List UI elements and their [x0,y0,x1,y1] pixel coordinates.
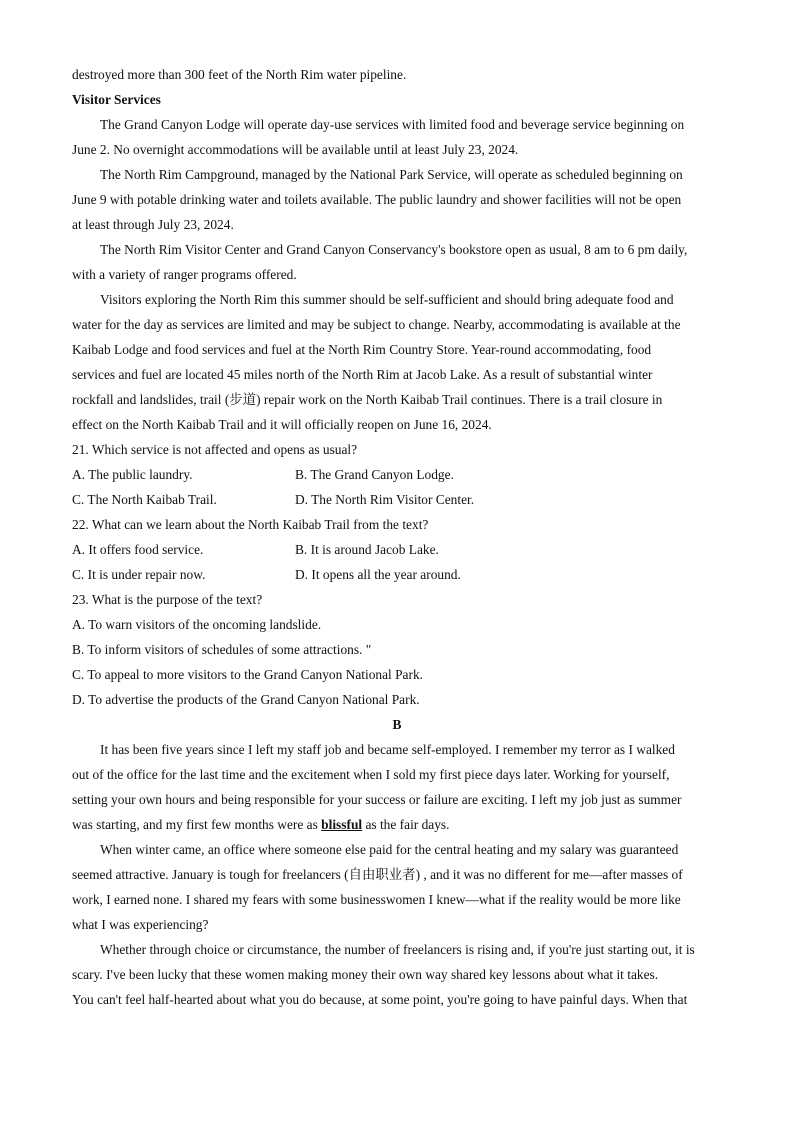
paragraph-line [72,812,722,837]
section-label-b: B [392,717,402,732]
paragraph-line: Kaibab Lodge and food services and fuel at the North Rim Country Store. Year-round accommodating, food [72,342,652,357]
option-b: B. To inform visitors of schedules of some attractions. " [72,642,372,657]
paragraph-line: June 9 with potable drinking water and toilets available. The public laundry and shower facilities will not be open [72,192,682,207]
paragraph-visitor-center [72,237,722,287]
paragraph-b-3 [72,937,722,1012]
paragraph-line: June 2. No overnight accommodations will be available until at least July 23, 2024. [72,142,519,157]
option-d: D. The North Rim Visitor Center. [295,492,475,507]
paragraph-line: setting your own hours and being responsible for your success or failure are exciting. I left my job just as summer [72,792,682,807]
paragraph-line: The North Rim Campground, managed by the National Park Service, will operate as scheduled beginning on [100,167,683,182]
option-c: C. It is under repair now. [72,567,206,582]
paragraph-line: scary. I've been lucky that these women making money their own way shared key lessons about what it takes. [72,967,659,982]
question-stem: 22. What can we learn about the North Kaibab Trail from the text? [72,517,429,532]
paragraph-line: rockfall and landslides, trail (步道) repair work on the North Kaibab Trail continues. There is a trail closure in [72,392,663,407]
text-run: as the fair days. [362,817,450,832]
option-d: D. To advertise the products of the Grand Canyon National Park. [72,692,420,707]
section-heading-visitor-services: Visitor Services [72,92,161,107]
paragraph-line: When winter came, an office where someone else paid for the central heating and my salary was guaranteed [100,842,679,857]
paragraph-visitors [72,287,722,437]
intro-line: destroyed more than 300 feet of the North Rim water pipeline. [72,67,407,82]
option-b: B. The Grand Canyon Lodge. [295,467,454,482]
paragraph-line: work, I earned none. I shared my fears with some businesswomen I knew—what if the reality would be more like [72,892,681,907]
option-a: A. The public laundry. [72,467,193,482]
paragraph-b-2 [72,837,722,937]
paragraph-line: with a variety of ranger programs offered. [72,267,297,282]
paragraph-line: what I was experiencing? [72,917,209,932]
document-page [72,62,722,1012]
option-c: C. To appeal to more visitors to the Grand Canyon National Park. [72,667,423,682]
paragraph-lodge [72,112,722,162]
paragraph-line: at least through July 23, 2024. [72,217,234,232]
question-21 [72,437,722,512]
paragraph-line: The Grand Canyon Lodge will operate day-use services with limited food and beverage service beginning on [100,117,685,132]
option-row [72,462,722,487]
option-a: A. To warn visitors of the oncoming landslide. [72,617,322,632]
option-b: B. It is around Jacob Lake. [295,542,439,557]
option-row [72,562,722,587]
question-22 [72,512,722,587]
option-row [72,487,722,512]
paragraph-line: The North Rim Visitor Center and Grand Canyon Conservancy's bookstore open as usual, 8 am to 6 pm daily, [100,242,688,257]
paragraph-line: effect on the North Kaibab Trail and it will officially reopen on June 16, 2024. [72,417,492,432]
option-c: C. The North Kaibab Trail. [72,492,217,507]
option-a: A. It offers food service. [72,542,204,557]
question-stem: 23. What is the purpose of the text? [72,592,263,607]
paragraph-line: Visitors exploring the North Rim this summer should be self-sufficient and should bring adequate food and [100,292,674,307]
question-23 [72,587,722,712]
text-run: was starting, and my first few months were as [72,817,322,832]
paragraph-line: Whether through choice or circumstance, the number of freelancers is rising and, if you're just starting out, it is [100,942,695,957]
paragraph-line: out of the office for the last time and the excitement when I sold my first piece days later. Working for yourself, [72,767,670,782]
paragraph-line: seemed attractive. January is tough for freelancers (自由职业者) , and it was no different for me—after masses of [72,867,683,882]
paragraph-b-1 [72,737,722,837]
option-d: D. It opens all the year around. [295,567,461,582]
emphasized-word: blissful [321,817,363,832]
paragraph-line: It has been five years since I left my staff job and became self-employed. I remember my terror as I walked [100,742,675,757]
question-stem: 21. Which service is not affected and opens as usual? [72,442,358,457]
paragraph-campground [72,162,722,237]
paragraph-line: water for the day as services are limited and may be subject to change. Nearby, accommodating is available at the [72,317,681,332]
option-row [72,537,722,562]
paragraph-line: services and fuel are located 45 miles north of the North Rim at Jacob Lake. As a result of substantial winter [72,367,653,382]
paragraph-line: You can't feel half-hearted about what you do because, at some point, you're going to have painful days. When that [72,992,688,1007]
